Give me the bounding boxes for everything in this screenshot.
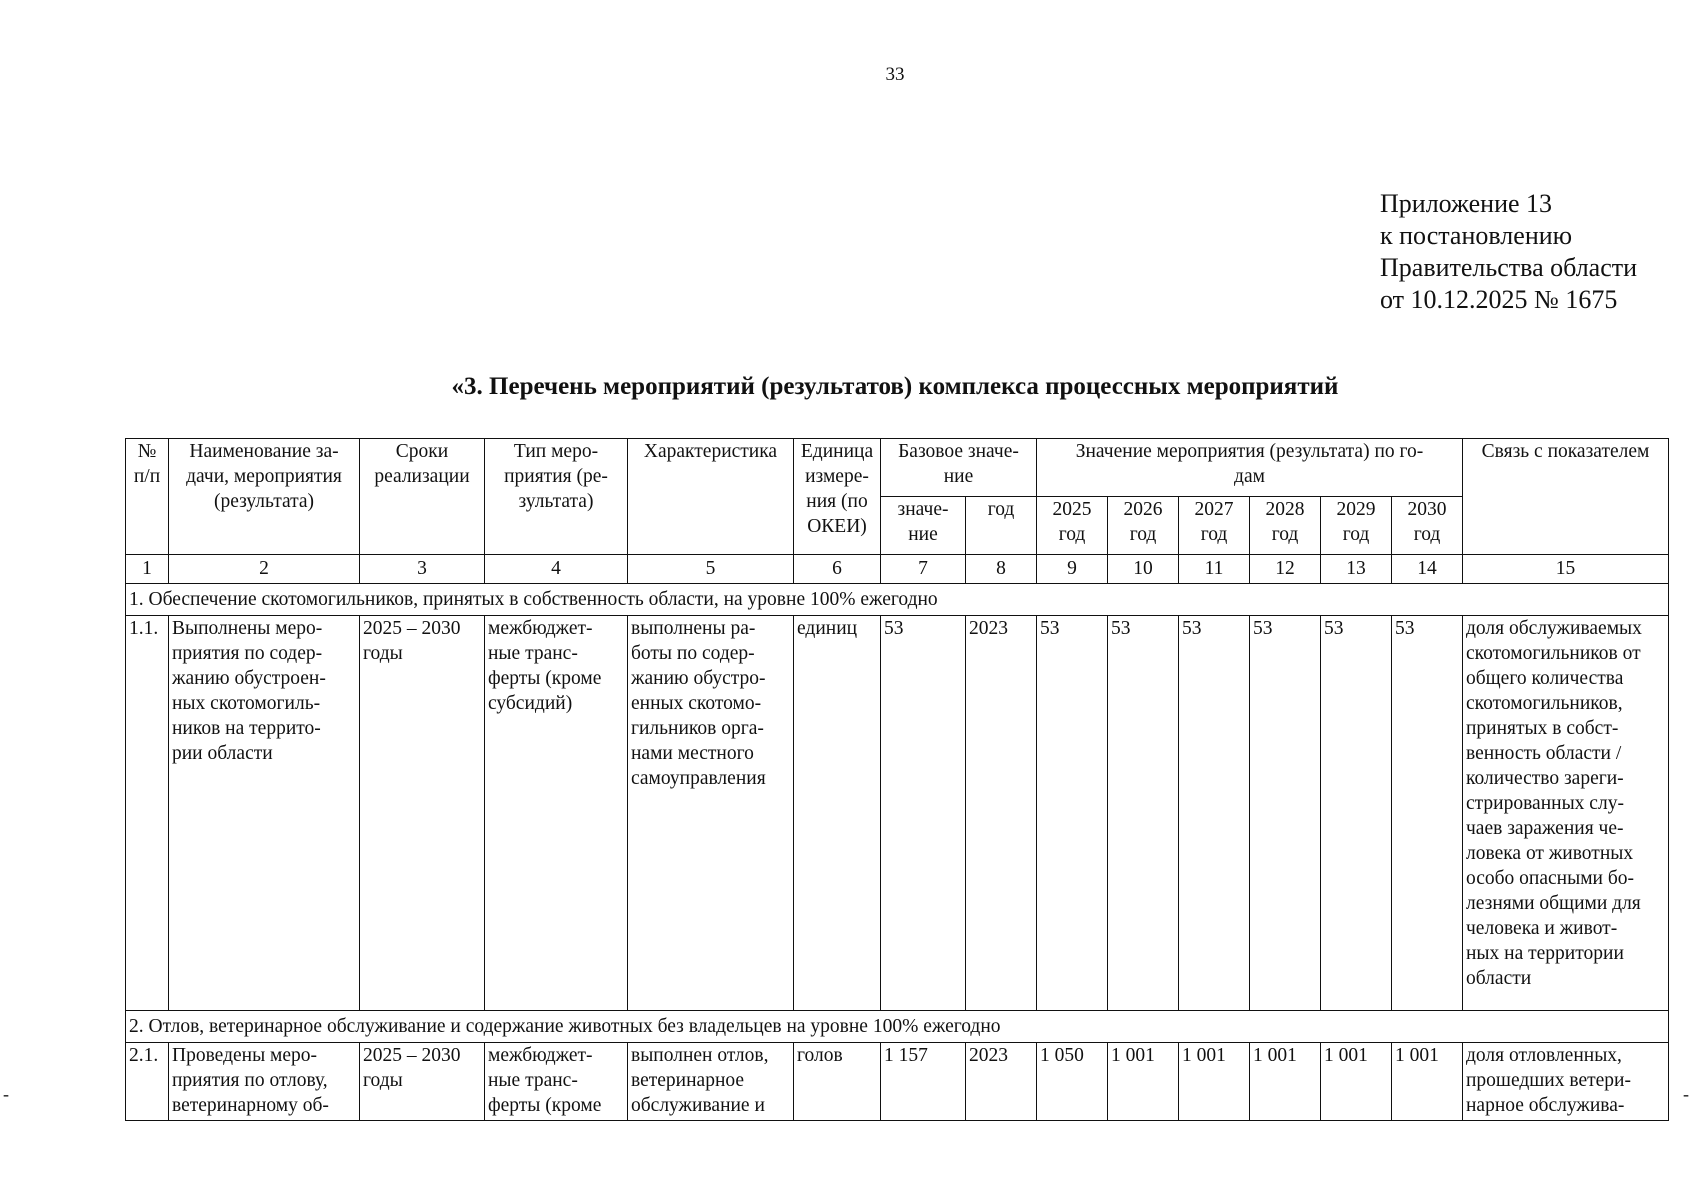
cell-line: ферты (кроме xyxy=(488,668,602,689)
cell-line: (результата) xyxy=(213,491,315,512)
cell-line: прошедших ветери- xyxy=(1466,1070,1631,1091)
cell-line: принятых в собст- xyxy=(1466,718,1619,739)
row-value-2027: 1 001 xyxy=(1179,1043,1250,1121)
cell-line: 2029 xyxy=(1336,499,1376,520)
cell-line: год xyxy=(1271,524,1299,545)
row-link xyxy=(1463,1043,1669,1121)
cell-line: п/п xyxy=(133,466,161,487)
column-number: 12 xyxy=(1250,555,1321,584)
measures-table xyxy=(125,438,1669,1121)
appendix-block xyxy=(1380,188,1637,316)
cell-line: Базовое значе- xyxy=(898,441,1019,462)
header-base-value xyxy=(881,497,966,555)
header-year xyxy=(1321,497,1392,555)
row-value-2030: 53 xyxy=(1392,616,1463,1011)
column-number: 9 xyxy=(1037,555,1108,584)
row-period xyxy=(360,616,485,1011)
header-base xyxy=(881,439,1037,497)
cell-line: обслуживание и xyxy=(631,1095,765,1116)
appendix-line: Приложение 13 xyxy=(1380,189,1553,218)
column-number: 3 xyxy=(360,555,485,584)
column-number: 13 xyxy=(1321,555,1392,584)
cell-line: 2026 xyxy=(1123,499,1163,520)
cell-line: ников на террито- xyxy=(172,718,321,739)
header-unit xyxy=(794,439,881,555)
cell-line: год xyxy=(1413,524,1441,545)
column-number: 5 xyxy=(628,555,794,584)
cell-line: ние xyxy=(943,466,974,487)
cell-line: рии области xyxy=(172,743,273,764)
cell-line: венность области / xyxy=(1466,743,1622,764)
cell-line: год xyxy=(1342,524,1370,545)
header-year xyxy=(1179,497,1250,555)
column-number: 15 xyxy=(1463,555,1669,584)
cell-line: Связь с показателем xyxy=(1481,441,1650,462)
cell-line: ние xyxy=(908,524,938,545)
cell-line: 2027 xyxy=(1194,499,1234,520)
cell-line: выполнены ра- xyxy=(631,618,756,639)
cell-line: ветеринарное xyxy=(631,1070,745,1091)
row-base-value: 53 xyxy=(881,616,966,1011)
header-num xyxy=(126,439,169,555)
column-number: 4 xyxy=(485,555,628,584)
header-year xyxy=(1250,497,1321,555)
cell-line: доля обслуживаемых xyxy=(1466,618,1642,639)
cell-line: дачи, мероприятия xyxy=(186,466,342,487)
column-number: 1 xyxy=(126,555,169,584)
row-name xyxy=(169,616,360,1011)
cell-line: 2030 xyxy=(1407,499,1447,520)
column-number: 10 xyxy=(1108,555,1179,584)
cell-line: енных скотомо- xyxy=(631,693,762,714)
column-number: 14 xyxy=(1392,555,1463,584)
cell-line: Наименование за- xyxy=(189,441,339,462)
cell-line: чаев заражения че- xyxy=(1466,818,1624,839)
cell-line: нарное обслужива- xyxy=(1466,1095,1625,1116)
cell-line: жанию обустроен- xyxy=(172,668,326,689)
cell-line: боты по содер- xyxy=(631,643,755,664)
cell-line: Единица xyxy=(800,441,874,462)
appendix-line: Правительства области xyxy=(1380,253,1638,282)
table-row xyxy=(126,616,1669,1011)
cell-line: нами местного xyxy=(631,743,754,764)
cell-line: ных скотомогиль- xyxy=(172,693,321,714)
row-characteristic xyxy=(628,616,794,1011)
section-heading: 1. Обеспечение скотомогильников, принятых в собственность области, на уровне 100% ежегодно xyxy=(126,584,1669,616)
cell-line: годы xyxy=(363,643,403,664)
cell-line: ОКЕИ) xyxy=(807,516,867,537)
column-number: 11 xyxy=(1179,555,1250,584)
cell-line: Тип меро- xyxy=(513,441,599,462)
cell-line: приятия (ре- xyxy=(504,466,608,487)
cell-line: гильников орга- xyxy=(631,718,764,739)
cell-line: № xyxy=(137,441,157,462)
header-type xyxy=(485,439,628,555)
cell-line: измере- xyxy=(805,466,869,487)
cell-line: год xyxy=(1058,524,1086,545)
appendix-line: к постановлению xyxy=(1380,221,1573,250)
cell-line: год xyxy=(987,499,1015,520)
cell-line: значе- xyxy=(897,499,949,520)
cell-line: 2025 – 2030 xyxy=(363,1045,461,1066)
cell-line: дам xyxy=(1234,466,1265,487)
row-value-2027: 53 xyxy=(1179,616,1250,1011)
cell-line: годы xyxy=(363,1070,403,1091)
cell-line: стрированных слу- xyxy=(1466,793,1624,814)
header-year xyxy=(1037,497,1108,555)
row-value-2026: 1 001 xyxy=(1108,1043,1179,1121)
cell-line: человека и живот- xyxy=(1466,918,1618,939)
row-type xyxy=(485,1043,628,1121)
section-heading: 2. Отлов, ветеринарное обслуживание и содержание животных без владельцев на уровне 100% ежегодно xyxy=(126,1011,1669,1043)
column-number: 2 xyxy=(169,555,360,584)
cell-line: приятия по отлову, xyxy=(172,1070,328,1091)
row-value-2030: 1 001 xyxy=(1392,1043,1463,1121)
row-num: 1.1. xyxy=(126,616,169,1011)
row-unit: единиц xyxy=(794,616,881,1011)
column-number: 8 xyxy=(966,555,1037,584)
column-number: 7 xyxy=(881,555,966,584)
document-title: «3. Перечень мероприятий (результатов) комплекса процессных мероприятий xyxy=(451,373,1339,400)
cell-line: особо опасными бо- xyxy=(1466,868,1635,889)
row-base-year: 2023 xyxy=(966,616,1037,1011)
cell-line: ные транс- xyxy=(488,1070,578,1091)
header-year xyxy=(1108,497,1179,555)
cell-line: год xyxy=(1200,524,1228,545)
header-base-year xyxy=(966,497,1037,555)
cell-line: области xyxy=(1466,968,1532,989)
cell-line: самоуправления xyxy=(631,768,766,789)
cell-line: общего количества xyxy=(1466,668,1624,689)
row-base-year: 2023 xyxy=(966,1043,1037,1121)
cell-line: ферты (кроме xyxy=(488,1095,602,1116)
cell-line: год xyxy=(1129,524,1157,545)
header-by-years xyxy=(1037,439,1463,497)
cell-line: ния (по xyxy=(806,491,868,512)
row-period xyxy=(360,1043,485,1121)
cell-line: зультата) xyxy=(518,491,594,512)
margin-mark-right: - xyxy=(1683,1084,1689,1104)
row-value-2028: 53 xyxy=(1250,616,1321,1011)
row-type xyxy=(485,616,628,1011)
cell-line: жанию обустро- xyxy=(631,668,766,689)
column-number: 6 xyxy=(794,555,881,584)
row-value-2028: 1 001 xyxy=(1250,1043,1321,1121)
cell-line: межбюджет- xyxy=(488,1045,593,1066)
row-name xyxy=(169,1043,360,1121)
margin-mark-left: - xyxy=(3,1084,9,1104)
cell-line: 2025 – 2030 xyxy=(363,618,461,639)
cell-line: реализации xyxy=(374,466,470,487)
cell-line: доля отловленных, xyxy=(1466,1045,1622,1066)
row-value-2029: 1 001 xyxy=(1321,1043,1392,1121)
cell-line: выполнен отлов, xyxy=(631,1045,769,1066)
row-unit: голов xyxy=(794,1043,881,1121)
cell-line: скотомогильников, xyxy=(1466,693,1623,714)
cell-line: Проведены меро- xyxy=(172,1045,318,1066)
row-value-2025: 53 xyxy=(1037,616,1108,1011)
cell-line: Характеристика xyxy=(643,441,778,462)
row-characteristic xyxy=(628,1043,794,1121)
cell-line: ветеринарному об- xyxy=(172,1095,329,1116)
cell-line: приятия по содер- xyxy=(172,643,323,664)
row-value-2029: 53 xyxy=(1321,616,1392,1011)
row-base-value: 1 157 xyxy=(881,1043,966,1121)
header-year xyxy=(1392,497,1463,555)
cell-line: количество зареги- xyxy=(1466,768,1624,789)
cell-line: Сроки xyxy=(395,441,449,462)
header-period xyxy=(360,439,485,555)
row-link xyxy=(1463,616,1669,1011)
header-link xyxy=(1463,439,1669,555)
cell-line: Значение мероприятия (результата) по го- xyxy=(1075,441,1424,462)
cell-line: межбюджет- xyxy=(488,618,593,639)
cell-line: ловека от животных xyxy=(1466,843,1634,864)
header-name xyxy=(169,439,360,555)
cell-line: Выполнены меро- xyxy=(172,618,323,639)
cell-line: ных на территории xyxy=(1466,943,1624,964)
page-number: 33 xyxy=(885,64,905,85)
table-row xyxy=(126,1043,1669,1121)
appendix-line: от 10.12.2025 № 1675 xyxy=(1380,285,1618,314)
cell-line: скотомогильников от xyxy=(1466,643,1641,664)
row-num: 2.1. xyxy=(126,1043,169,1121)
header-characteristic xyxy=(628,439,794,555)
cell-line: 2028 xyxy=(1265,499,1305,520)
cell-line: субсидий) xyxy=(488,693,573,714)
cell-line: ные транс- xyxy=(488,643,578,664)
column-number-row xyxy=(126,555,1669,584)
row-value-2026: 53 xyxy=(1108,616,1179,1011)
cell-line: 2025 xyxy=(1052,499,1092,520)
cell-line: лезнями общими для xyxy=(1466,893,1641,914)
row-value-2025: 1 050 xyxy=(1037,1043,1108,1121)
